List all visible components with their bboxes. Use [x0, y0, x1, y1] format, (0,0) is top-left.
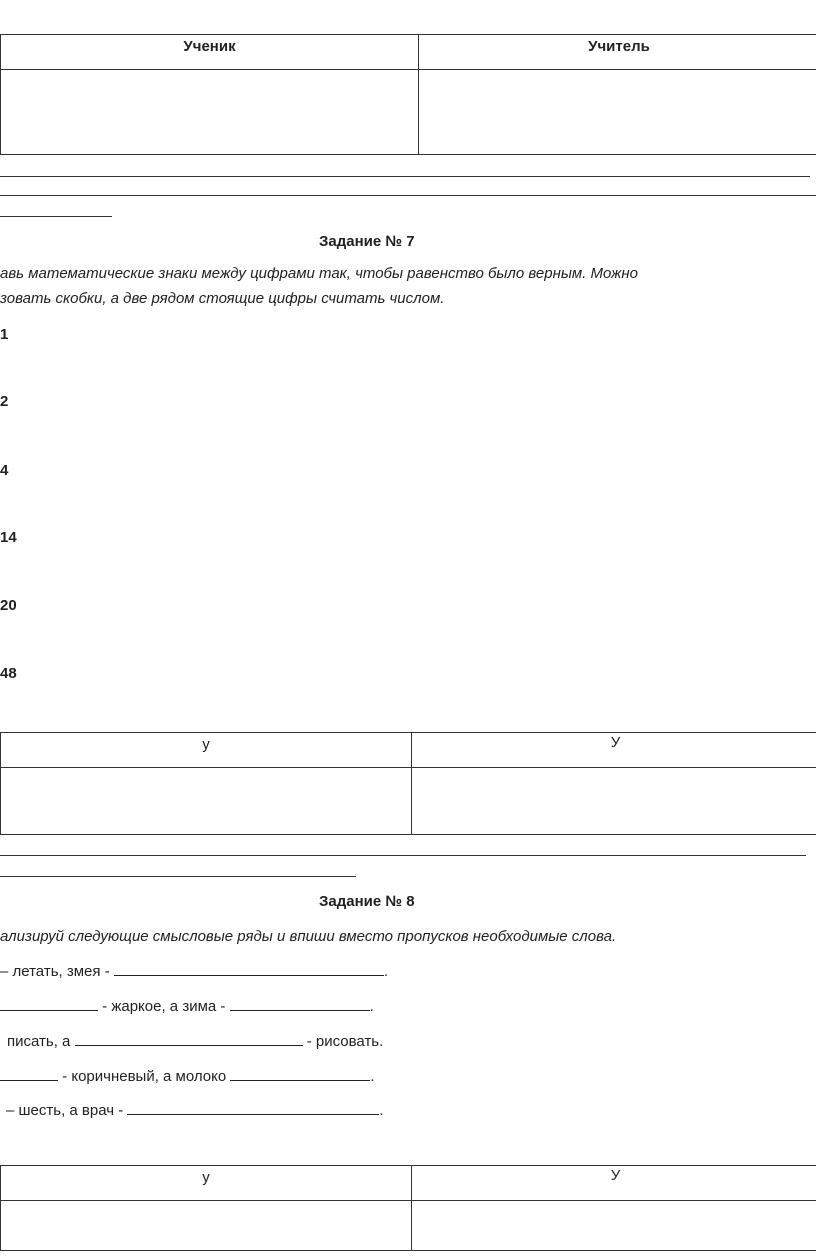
task-8-title: Задание № 8 — [319, 893, 415, 910]
teacher-score-cell[interactable] — [419, 70, 816, 155]
divider-line — [0, 176, 810, 177]
divider-line — [0, 855, 806, 856]
task-8-row-5 — [0, 1100, 384, 1119]
answer-blank[interactable] — [127, 1100, 379, 1115]
task-7-number: 14 — [0, 529, 17, 546]
teacher-score-cell[interactable] — [412, 768, 816, 835]
task-7-number: 48 — [0, 665, 17, 682]
header-student: Ученик — [1, 35, 419, 70]
header-student: у — [1, 733, 412, 768]
task-7-number: 1 — [0, 326, 9, 343]
row-text: - жаркое, а зима - — [102, 998, 226, 1015]
task-7-number: 20 — [0, 597, 17, 614]
answer-blank[interactable] — [0, 996, 98, 1011]
task-7-number: 2 — [0, 393, 9, 410]
task-8-row-3 — [0, 1031, 383, 1050]
task-7-instruction: зовать скобки, а две рядом стоящие цифры считать числом. — [0, 290, 445, 307]
answer-blank[interactable] — [0, 1066, 58, 1081]
header-teacher: Учитель — [419, 35, 816, 70]
divider-line — [0, 195, 816, 196]
task-8-row-2 — [0, 996, 374, 1015]
row-text: – летать, змея - — [0, 963, 110, 980]
student-score-cell[interactable] — [1, 1201, 412, 1251]
header-teacher: У — [412, 733, 816, 768]
evaluation-table-3 — [0, 1165, 816, 1251]
divider-line — [0, 216, 112, 217]
row-text: – шесть, а врач - — [6, 1102, 124, 1119]
task-8-row-1 — [0, 961, 388, 980]
row-text: . — [369, 998, 374, 1015]
row-text: . — [383, 963, 389, 980]
answer-blank[interactable] — [230, 1066, 370, 1081]
student-score-cell[interactable] — [1, 70, 419, 155]
divider-line — [0, 876, 356, 877]
task-7-instruction: авь математические знаки между цифрами так, чтобы равенство было верным. Можно — [0, 265, 638, 282]
row-text: . — [379, 1102, 384, 1119]
row-text: писать, а — [7, 1033, 71, 1050]
row-text: . — [370, 1068, 375, 1085]
answer-blank[interactable] — [230, 996, 370, 1011]
teacher-score-cell[interactable] — [412, 1201, 816, 1251]
task-7-title: Задание № 7 — [319, 233, 415, 250]
task-7-number: 4 — [0, 462, 9, 479]
task-8-row-4 — [0, 1066, 375, 1085]
row-text: - коричневый, а молоко — [62, 1068, 227, 1085]
evaluation-table-1 — [0, 34, 816, 155]
row-text: - рисовать. — [306, 1033, 384, 1050]
header-student: у — [1, 1166, 412, 1201]
answer-blank[interactable] — [75, 1031, 303, 1046]
student-score-cell[interactable] — [1, 768, 412, 835]
header-teacher: У — [412, 1166, 816, 1201]
evaluation-table-2 — [0, 732, 816, 835]
answer-blank[interactable] — [114, 961, 384, 976]
task-8-instruction: ализируй следующие смысловые ряды и впиши вместо пропусков необходимые слова. — [0, 928, 617, 945]
